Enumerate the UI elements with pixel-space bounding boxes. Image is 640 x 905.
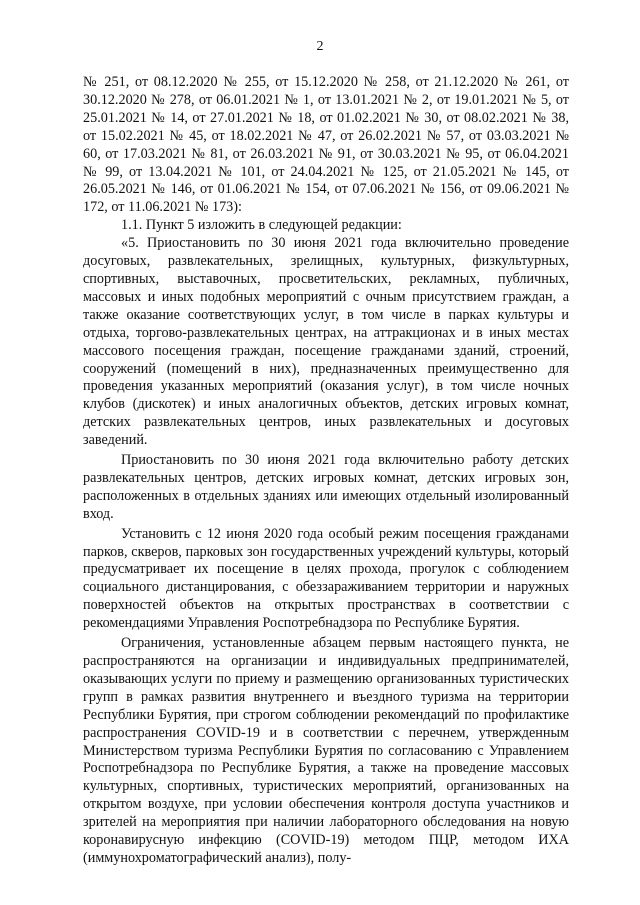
paragraph-item-5: «5. Приостановить по 30 июня 2021 года включительно проведение досуговых, развлекательных, зрелищных, культурных, физкультурных, спортивных, выставочных, просветительских, рекламных, публичных, массовых и иных подобных мероприятий с очным присутствием граждан, а также оказание соответствующих услуг, в том числе в парках культуры и отдыха, торгово-развлекательных центрах, на аттракционах и в иных местах массового посещения граждан, посещение гражданами зданий, строений, сооружений (помещений в них), предназначенных преимущественно для проведения указанных мероприятий (оказания услуг), в том числе ночных клубов (дискотек) и иных аналогичных объектов, детских игровых комнат, детских развлекательных центров, иных развлекательных и досуговых заведений.	[83, 235, 569, 449]
paragraph-children-centers: Приостановить по 30 июня 2021 года включительно работу детских развлекательных центров, детских игровых комнат, детских игровых зон, расположенных в отдельных зданиях или имеющих отдельный изолированный вход.	[83, 452, 569, 522]
page-number: 2	[316, 39, 324, 54]
paragraph-parks-regime: Установить с 12 июня 2020 года особый режим посещения гражданами парков, скверов, парковых зон государственных учреждений культуры, который предусматривает их посещение в целях прохода, прогулок с соблюдением социального дистанцирования, с обеззараживанием территории и наружных поверхностей объектов на открытых пространствах в соответствии с рекомендациями Управления Роспотребнадзора по Республике Бурятия.	[83, 525, 569, 632]
paragraph-restrictions-exceptions: Ограничения, установленные абзацем первым настоящего пункта, не распространяются на организации и индивидуальных предпринимателей, оказывающих услуги по приему и размещению организованных туристических групп в рамках развития внутреннего и въездного туризма на территории Республики Бурятия, при строгом соблюдении рекомендаций по профилактике распространения COVID-19 и в соответствии с перечнем, утвержденным Министерством туризма Республики Бурятия по согласованию с Управлением Роспотребнадзора по Республике Бурятия, а также на проведение массовых культурных, спортивных, туристических мероприятий, организованных на открытом воздухе, при условии обеспечения контроля доступа участников и зрителей на мероприятия при наличии лабораторного обследования на новую коронавирусную инфекцию (COVID-19) методом ПЦР, методом ИХА (иммунохроматографический анализ), полу-	[83, 635, 569, 866]
paragraph-item-1-1: 1.1. Пункт 5 изложить в следующей редакции:	[121, 217, 402, 234]
paragraph-resolution-list: № 251, от 08.12.2020 № 255, от 15.12.2020 № 258, от 21.12.2020 № 261, от 30.12.2020 № 278, от 06.01.2021 № 1, от 13.01.2021 № 2, от 19.01.2021 № 5, от 25.01.2021 № 14, от 27.01.2021 № 18, от 01.02.2021 № 30, от 08.02.2021 № 38, от 15.02.2021 № 45, от 18.02.2021 № 47, от 26.02.2021 № 57, от 03.03.2021 № 60, от 17.03.2021 № 81, от 26.03.2021 № 91, от 30.03.2021 № 95, от 06.04.2021 № 99, от 13.04.2021 № 101, от 24.04.2021 № 125, от 21.05.2021 № 145, от 26.05.2021 № 146, от 01.06.2021 № 154, от 07.06.2021 № 156, от 09.06.2021 № 172, от 11.06.2021 № 173):	[83, 74, 569, 216]
document-body	[83, 74, 569, 868]
